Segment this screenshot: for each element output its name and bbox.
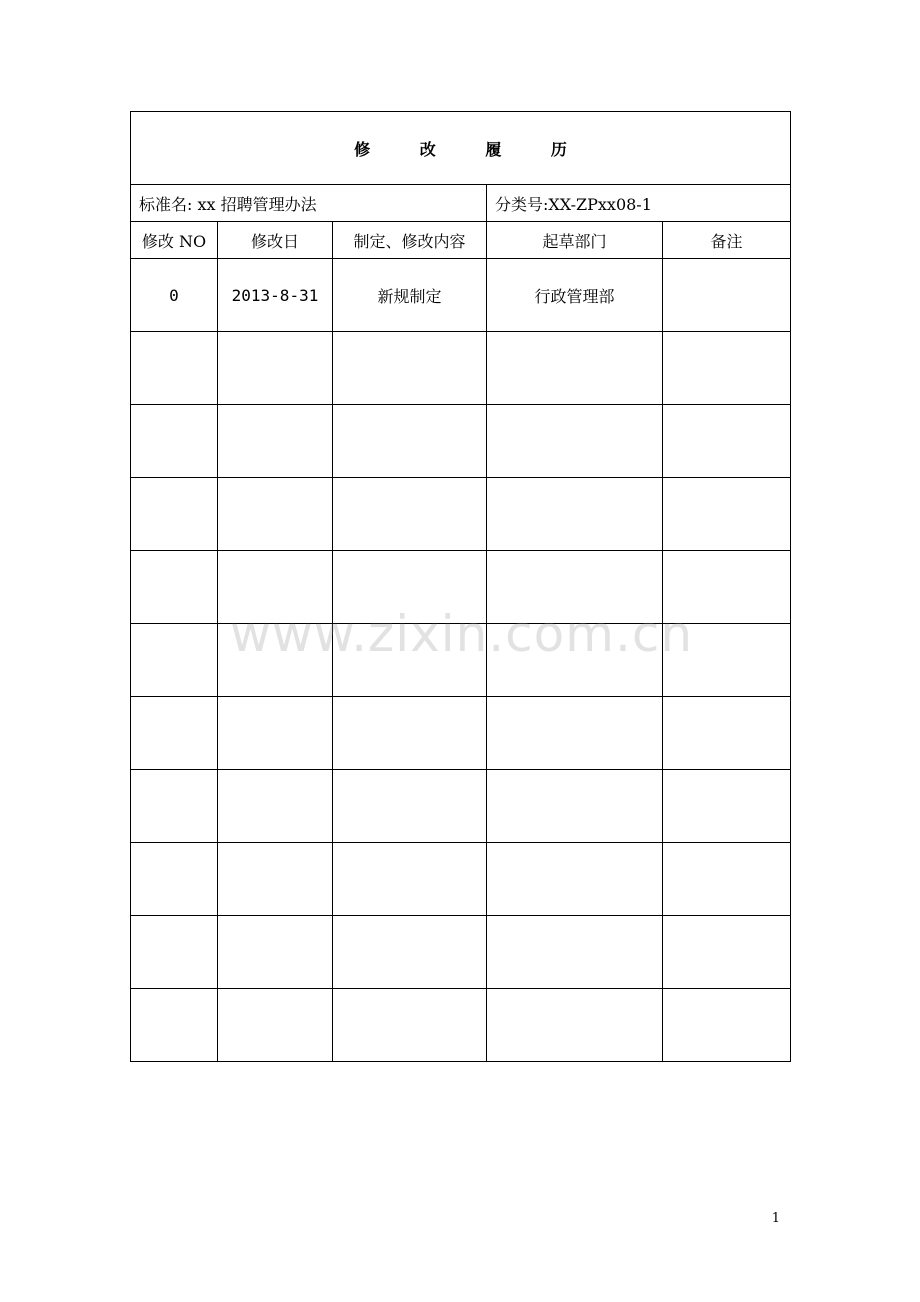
table-cell bbox=[663, 770, 791, 843]
table-cell bbox=[333, 624, 487, 697]
table-cell bbox=[487, 843, 663, 916]
table-cell: 行政管理部 bbox=[487, 259, 663, 332]
table-header-row bbox=[131, 222, 791, 259]
table-cell bbox=[487, 624, 663, 697]
table-cell bbox=[218, 478, 333, 551]
column-header: 起草部门 bbox=[487, 222, 663, 259]
table-cell bbox=[487, 697, 663, 770]
table-cell bbox=[333, 405, 487, 478]
table-cell bbox=[663, 989, 791, 1062]
table-cell bbox=[663, 624, 791, 697]
table-cell bbox=[131, 478, 218, 551]
table-cell bbox=[131, 916, 218, 989]
table-cell bbox=[131, 697, 218, 770]
table-cell bbox=[663, 405, 791, 478]
table-cell bbox=[218, 697, 333, 770]
standard-name: 标准名: xx 招聘管理办法 bbox=[131, 185, 487, 222]
table-cell bbox=[663, 551, 791, 624]
column-header: 修改日 bbox=[218, 222, 333, 259]
table-cell bbox=[131, 551, 218, 624]
table-cell: 0 bbox=[131, 259, 218, 332]
table-cell bbox=[487, 332, 663, 405]
table-row bbox=[131, 843, 791, 916]
table-cell bbox=[663, 843, 791, 916]
table-cell bbox=[333, 843, 487, 916]
page-number: 1 bbox=[771, 1211, 780, 1226]
table-cell bbox=[487, 916, 663, 989]
table-cell bbox=[218, 332, 333, 405]
table-cell bbox=[487, 405, 663, 478]
table-row bbox=[131, 916, 791, 989]
table-cell bbox=[663, 697, 791, 770]
table-cell: 新规制定 bbox=[333, 259, 487, 332]
table-cell bbox=[131, 624, 218, 697]
table-cell bbox=[218, 843, 333, 916]
table-cell bbox=[663, 478, 791, 551]
column-header: 制定、修改内容 bbox=[333, 222, 487, 259]
table-cell bbox=[333, 916, 487, 989]
table-row bbox=[131, 478, 791, 551]
table-row bbox=[131, 770, 791, 843]
watermark: www.zixin.com.cn bbox=[230, 605, 694, 663]
table-cell bbox=[663, 332, 791, 405]
table-row bbox=[131, 989, 791, 1062]
table-cell bbox=[663, 916, 791, 989]
table-cell bbox=[333, 770, 487, 843]
table-cell bbox=[663, 259, 791, 332]
table-cell bbox=[218, 770, 333, 843]
table-cell bbox=[487, 551, 663, 624]
table-cell bbox=[218, 989, 333, 1062]
document-title: 修 改 履 历 bbox=[131, 112, 791, 185]
table-cell bbox=[487, 770, 663, 843]
table-cell bbox=[333, 332, 487, 405]
table-cell bbox=[218, 551, 333, 624]
revision-history-table bbox=[130, 111, 791, 1062]
category-number: 分类号:XX-ZPxx08-1 bbox=[487, 185, 791, 222]
table-cell: 2013-8-31 bbox=[218, 259, 333, 332]
table-cell bbox=[131, 332, 218, 405]
table-cell bbox=[131, 405, 218, 478]
column-header: 修改 NO bbox=[131, 222, 218, 259]
table-cell bbox=[218, 405, 333, 478]
table-cell bbox=[131, 843, 218, 916]
table-cell bbox=[487, 989, 663, 1062]
table-cell bbox=[131, 770, 218, 843]
table-row bbox=[131, 697, 791, 770]
table-cell bbox=[333, 478, 487, 551]
table-row bbox=[131, 551, 791, 624]
table-row bbox=[131, 405, 791, 478]
table-cell bbox=[333, 989, 487, 1062]
table-cell bbox=[131, 989, 218, 1062]
table-cell bbox=[333, 551, 487, 624]
column-header: 备注 bbox=[663, 222, 791, 259]
table-cell bbox=[333, 697, 487, 770]
table-row bbox=[131, 332, 791, 405]
table-cell bbox=[218, 916, 333, 989]
table-cell bbox=[218, 624, 333, 697]
table-cell bbox=[487, 478, 663, 551]
table-row bbox=[131, 259, 791, 332]
table-row bbox=[131, 624, 791, 697]
